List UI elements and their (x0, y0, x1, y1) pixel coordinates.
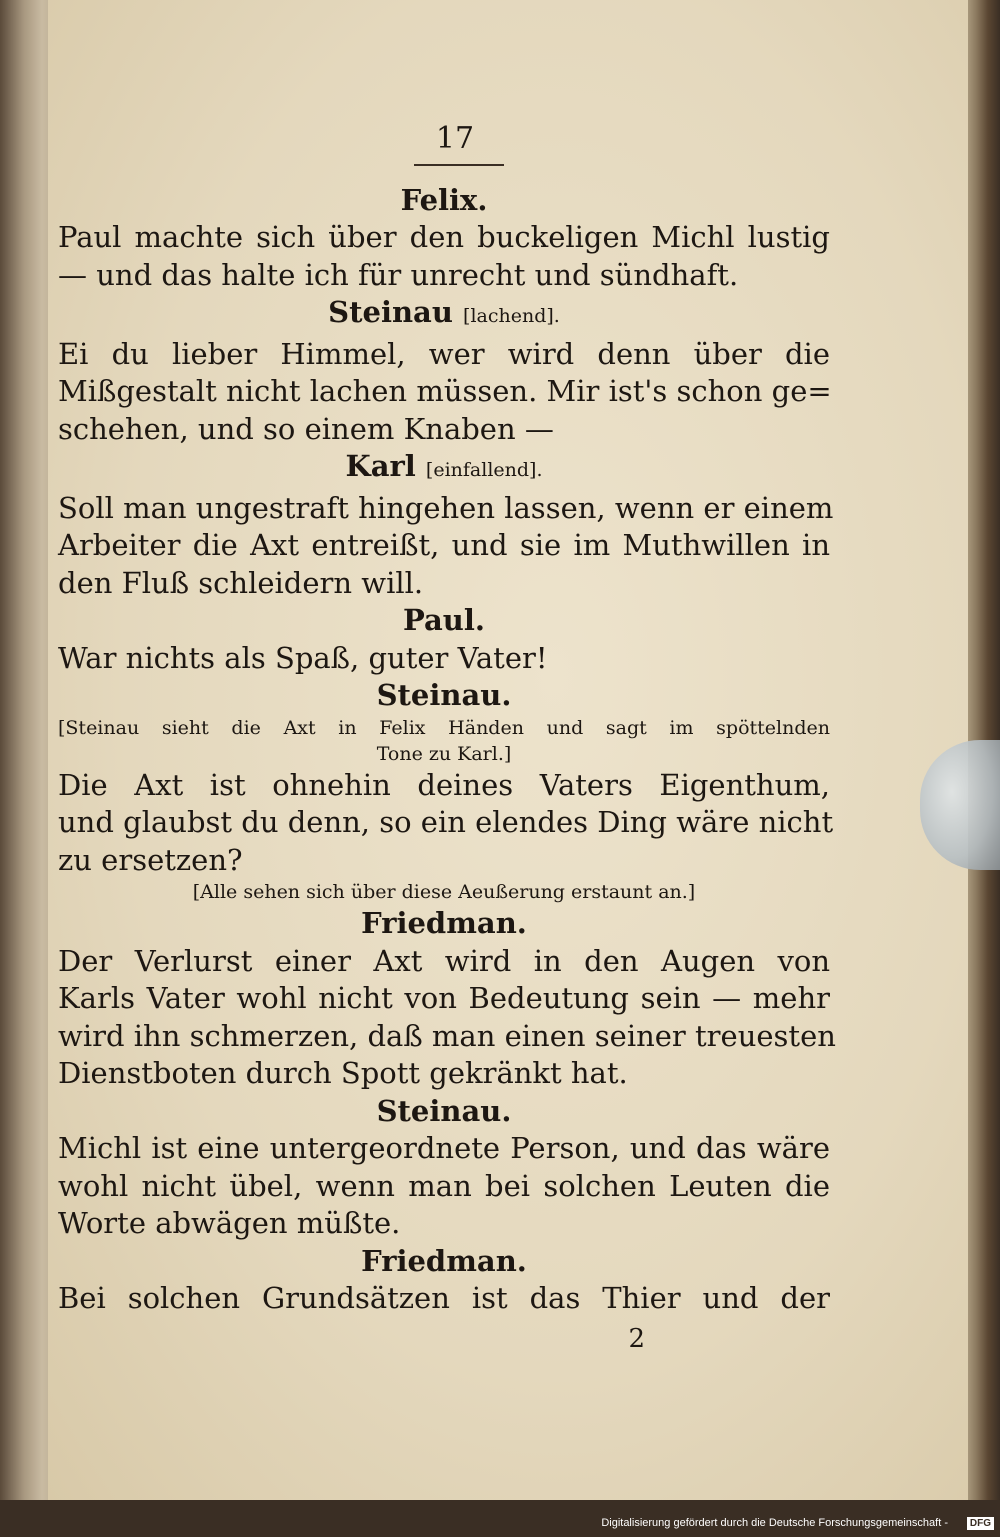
text-line: und glaubst du denn, so ein elendes Ding wäre nicht (58, 805, 834, 839)
speaker-label: Paul. (402, 603, 485, 637)
dialogue-paragraph (58, 640, 830, 678)
text-line: wird ihn schmerzen, daß man einen seiner treuesten (58, 1018, 836, 1053)
text-line: Tone zu Karl.] (376, 742, 512, 765)
speaker-name (58, 677, 830, 715)
speaker-name (58, 1093, 830, 1131)
page-number: 17 (435, 121, 475, 156)
text-line: Michl ist eine untergeordnete Person, und das wäre (58, 1131, 830, 1165)
text-line: — und das halte ich für unrecht und sündhaft. (58, 257, 739, 292)
text-line: Soll man ungestraft hingehen lassen, wenn er einem (58, 490, 834, 525)
footer-bar (0, 1500, 1000, 1537)
text-body (58, 182, 836, 1318)
signature-mark: 2 (628, 1323, 645, 1354)
text-line: zu ersetzen? (58, 842, 243, 877)
text-line: Mißgestalt nicht lachen müssen. Mir ist's schon ge= (58, 374, 832, 408)
dialogue-paragraph (58, 943, 836, 1093)
speaker-label: Karl (345, 449, 416, 483)
speaker-label: Steinau. (376, 1093, 512, 1128)
speaker-label: Steinau (328, 295, 453, 329)
stage-direction (58, 715, 830, 767)
speaker-name (58, 294, 830, 336)
speaker-name (58, 905, 830, 943)
text-line: Dienstboten durch Spott gekränkt hat. (58, 1056, 628, 1090)
dfg-logo: DFG (967, 1517, 994, 1530)
text-line: [Alle sehen sich über diese Aeußerung erstaunt an.] (192, 881, 696, 903)
dialogue-paragraph (58, 767, 834, 880)
text-line: Worte abwägen müßte. (58, 1206, 401, 1240)
text-line: Paul machte sich über den buckeligen Michl lustig (58, 220, 830, 254)
speaker-name (58, 182, 830, 220)
speaker-name (58, 1243, 830, 1281)
header-rule (414, 164, 504, 166)
speaker-label: Steinau. (376, 678, 512, 712)
text-line: schehen, und so einem Knaben — (58, 411, 554, 446)
text-line: Die Axt ist ohnehin deines Vaters Eigenthum, (58, 767, 830, 802)
stage-note: [einfallend]. (425, 459, 543, 481)
dialogue-paragraph (58, 219, 830, 294)
text-line: Karls Vater wohl nicht von Bedeutung sein — mehr (58, 981, 830, 1015)
text-line: wohl nicht übel, wenn man bei solchen Leuten die (58, 1168, 830, 1203)
text-line: Bei solchen Grundsätzen ist das Thier und der (58, 1281, 830, 1315)
text-line: Ei du lieber Himmel, wer wird denn über die (58, 336, 830, 371)
text-line: Der Verlurst einer Axt wird in den Augen von (58, 943, 830, 978)
speaker-label: Friedman. (361, 1243, 527, 1278)
speaker-label: Felix. (400, 182, 488, 217)
speaker-label: Friedman. (361, 906, 527, 940)
text-line: War nichts als Spaß, guter Vater! (58, 640, 548, 675)
dialogue-paragraph (58, 336, 830, 449)
speaker-name (58, 448, 830, 490)
text-line: [Steinau sieht die Axt in Felix Händen und sagt im spöttelnden (58, 716, 830, 739)
footer-credit: Digitalisierung gefördert durch die Deutsche Forschungsgemeinschaft - (601, 1517, 948, 1529)
stage-direction (58, 879, 830, 905)
page-text (58, 120, 836, 1360)
text-line: den Fluß schleidern will. (58, 565, 424, 600)
text-line: Arbeiter die Axt entreißt, und sie im Muthwillen in (58, 528, 830, 562)
stage-note: [lachend]. (463, 305, 560, 327)
dialogue-paragraph (58, 1280, 830, 1318)
speaker-name (58, 602, 830, 640)
dialogue-paragraph (58, 1130, 830, 1243)
dialogue-paragraph (58, 490, 834, 603)
